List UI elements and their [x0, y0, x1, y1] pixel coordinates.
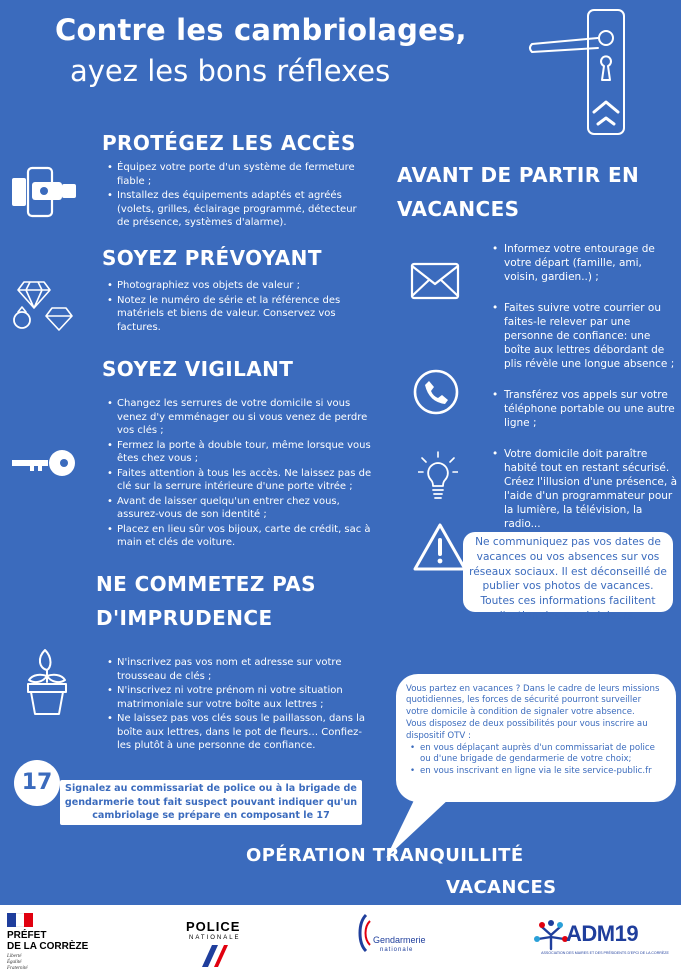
list-item: • Installez des équipements adaptés et agréés (volets, grilles, éclairage programmé, détecteur de présence, systèmes d'alarme). — [105, 189, 367, 230]
key-icon — [10, 448, 78, 478]
list-item: • en vous déplaçant auprès d'un commissariat de police ou d'une brigade de gendarmerie de votre choix; — [410, 743, 655, 765]
otv-intro: Vous partez en vacances ? Dans le cadre de leurs missions quotidiennes, les forces de sécurité pourront surveiller votre domicile à condition de signaler votre absence. — [406, 684, 660, 717]
flower-pot-icon — [22, 646, 72, 718]
warning-box: Ne communiquez pas vos dates de vacances ou vos absences sur vos réseaux sociaux. Il est déconseillé de publier vos photos de vacances. Toutes ces informations facilitent l'action des cambrioleurs. — [463, 532, 673, 612]
footer — [0, 905, 681, 974]
prevoyant-list — [105, 279, 367, 335]
imprudence-list — [105, 656, 369, 754]
section-title-vigilant: SOYEZ VIGILANT — [102, 357, 294, 381]
lock-icon — [8, 160, 82, 222]
motto: Liberté Égalité Fraternité — [7, 954, 28, 971]
phone-icon — [412, 368, 460, 416]
list-item: • Fermez la porte à double tour, même lorsque vous êtes chez vous ; — [105, 439, 373, 466]
list-item: • Notez le numéro de série et la référence des matériels et biens de valeur. Conservez vos factures. — [105, 294, 367, 335]
page-title: Contre les cambriolages, — [55, 13, 467, 47]
prefet-label: PRÉFET DE LA CORRÈZE — [7, 930, 89, 952]
emergency-number-badge: 17 — [14, 760, 60, 806]
protegez-list — [105, 161, 367, 231]
list-item: • N'inscrivez ni votre prénom ni votre situation matrimoniale sur votre boîte aux lettres ; — [105, 684, 369, 711]
vigilant-list — [105, 397, 373, 551]
police-logo-subtext: NATIONALE — [189, 935, 241, 941]
otv-bubble — [396, 674, 676, 802]
adm-logo-text: ADM19 — [566, 921, 639, 946]
otv-possibilities: Vous disposez de deux possibilités pour vous inscrire au dispositif OTV : — [406, 719, 648, 741]
marianne-logo — [7, 913, 33, 927]
list-item: • Votre domicile doit paraître habité tout en restant sécurisé. Créez l'illusion d'une présence, à l'aide d'un programmateur pour la lumière, la télévision, la radio... — [488, 447, 678, 531]
section-title-imprudence-2: D'IMPRUDENCE — [96, 606, 273, 630]
page-subtitle: ayez les bons réflexes — [70, 54, 391, 88]
list-item: • Placez en lieu sûr vos bijoux, carte de crédit, sac à main et clés de voiture. — [105, 523, 373, 550]
otv-title: OPÉRATION TRANQUILLITÉ — [246, 845, 524, 866]
list-item: • Faites suivre votre courrier ou faites-le relever par une personne de confiance: une boîte aux lettres débordant de plis révèle une longue absence ; — [488, 301, 678, 371]
section-title-vacances-2: VACANCES — [397, 197, 520, 221]
light-bulb-icon — [418, 450, 458, 502]
adm-tree-icon — [534, 919, 568, 951]
vacances-list — [488, 242, 678, 548]
otv-list — [406, 743, 664, 777]
adm-subtext: ASSOCIATION DES MAIRES ET DES PRÉSIDENTS D'EPCI DE LA CORRÈZE — [541, 951, 669, 955]
gendarmerie-subtext: nationale — [380, 947, 414, 953]
gendarmerie-text: Gendarmerie — [373, 935, 426, 945]
list-item: • Avant de laisser quelqu'un entrer chez vous, assurez-vous de son identité ; — [105, 495, 373, 522]
envelope-icon — [410, 262, 460, 300]
police-flag-mark — [200, 943, 236, 969]
list-item: • Photographiez vos objets de valeur ; — [105, 279, 367, 293]
section-title-protegez: PROTÉGEZ LES ACCÈS — [102, 131, 356, 155]
section-title-prevoyant: SOYEZ PRÉVOYANT — [102, 246, 322, 270]
warning-icon — [412, 522, 468, 572]
list-item: • Transférez vos appels sur votre téléphone portable ou une autre ligne ; — [488, 388, 678, 430]
list-item: • en vous inscrivant en ligne via le site service-public.fr — [410, 765, 652, 776]
list-item: • Équipez votre porte d'un système de fermeture fiable ; — [105, 161, 367, 188]
emergency-text: Signalez au commissariat de police ou à la brigade de gendarmerie tout fait suspect pouvant indiquer qu'un cambriolage se prépare en composant le 17 — [60, 780, 362, 825]
list-item: • N'inscrivez pas vos nom et adresse sur votre trousseau de clés ; — [105, 656, 369, 683]
gendarmerie-emblem — [356, 913, 376, 953]
list-item: • Faites attention à tous les accès. Ne laissez pas de clé sur la serrure intérieure d'une porte vitrée ; — [105, 467, 373, 494]
section-title-imprudence: NE COMMETEZ PAS — [96, 572, 316, 596]
section-title-vacances: AVANT DE PARTIR EN — [397, 163, 640, 187]
otv-title-2: VACANCES — [446, 877, 557, 898]
list-item: • Changez les serrures de votre domicile si vous venez d'y emménager ou si vous venez de perdre vos clés ; — [105, 397, 373, 438]
list-item: • Informez votre entourage de votre départ (famille, ami, voisin, gardien..) ; — [488, 242, 678, 284]
list-item: • Ne laissez pas vos clés sous le paillasson, dans la boîte aux lettres, dans le pot de fleurs… Confiez-les plutôt à une personne de confiance. — [105, 712, 369, 753]
jewels-icon — [10, 278, 76, 334]
police-logo-text: POLICE — [186, 919, 241, 934]
door-handle-icon — [528, 8, 648, 138]
